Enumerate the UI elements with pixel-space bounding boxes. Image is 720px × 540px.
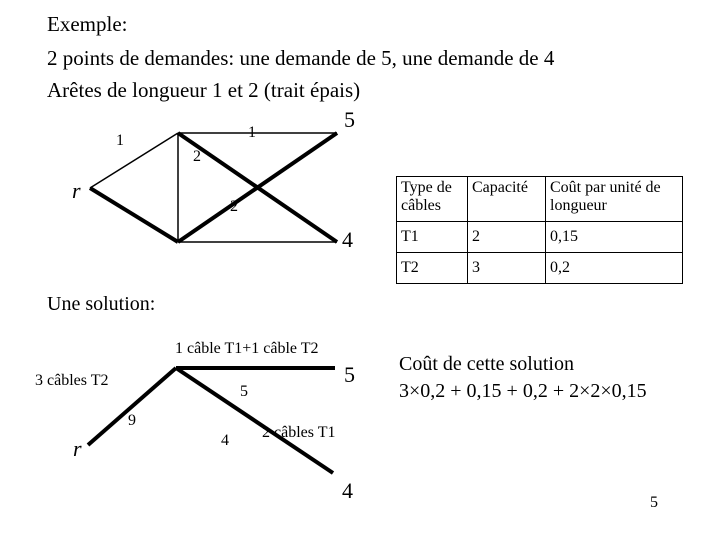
demand-label-top: 5 [344, 107, 355, 132]
solution-top-cables-label: 1 câble T1+1 câble T2 [175, 340, 319, 357]
root-node-label: r [72, 178, 81, 203]
table-row [397, 222, 683, 253]
solution-edge-number: 5 [240, 383, 248, 400]
cost-title: Coût de cette solution [399, 353, 574, 375]
example-edges-line: Arêtes de longueur 1 et 2 (trait épais) [47, 78, 361, 102]
table-cell: T1 [397, 222, 468, 253]
solution-t2-cables-label: 3 câbles T2 [35, 372, 109, 389]
solution-title: Une solution: [47, 293, 156, 315]
table-cell: 3 [468, 253, 546, 284]
table-header-cell: Capacité [468, 177, 546, 222]
table-cell: 2 [468, 222, 546, 253]
example-title: Exemple: [47, 12, 128, 36]
edge-r-to-top-left [90, 133, 178, 188]
solution-demand-top: 5 [344, 362, 355, 387]
cable-types-table [396, 176, 683, 284]
demand-label-bottom: 4 [342, 227, 353, 252]
edge-r-to-bottom-left [90, 188, 178, 242]
table-cell: T2 [397, 253, 468, 284]
edge-length-label: 2 [193, 148, 201, 165]
table-header-cell: Coût par unité de longueur [546, 177, 683, 222]
page-number: 5 [650, 494, 658, 511]
table-header-cell: Type de câbles [397, 177, 468, 222]
edge-length-label: 2 [230, 198, 238, 215]
solution-edge-number: 9 [128, 412, 136, 429]
cost-formula: 3×0,2 + 0,15 + 0,2 + 2×2×0,15 [399, 380, 647, 402]
solution-edge-number: 4 [221, 432, 229, 449]
solution-bottom-cables-label: 2 câbles T1 [262, 424, 336, 441]
solution-edge-junction-to-demand-4 [176, 368, 336, 473]
example-demands-line: 2 points de demandes: une demande de 5, une demande de 4 [47, 46, 555, 70]
edge-length-label: 1 [248, 124, 256, 141]
table-row [397, 253, 683, 284]
table-header-row [397, 177, 683, 222]
solution-demand-bottom: 4 [342, 478, 353, 503]
solution-root-label: r [73, 436, 82, 461]
edge-length-label: 1 [116, 132, 124, 149]
table-cell: 0,2 [546, 253, 683, 284]
table-cell: 0,15 [546, 222, 683, 253]
